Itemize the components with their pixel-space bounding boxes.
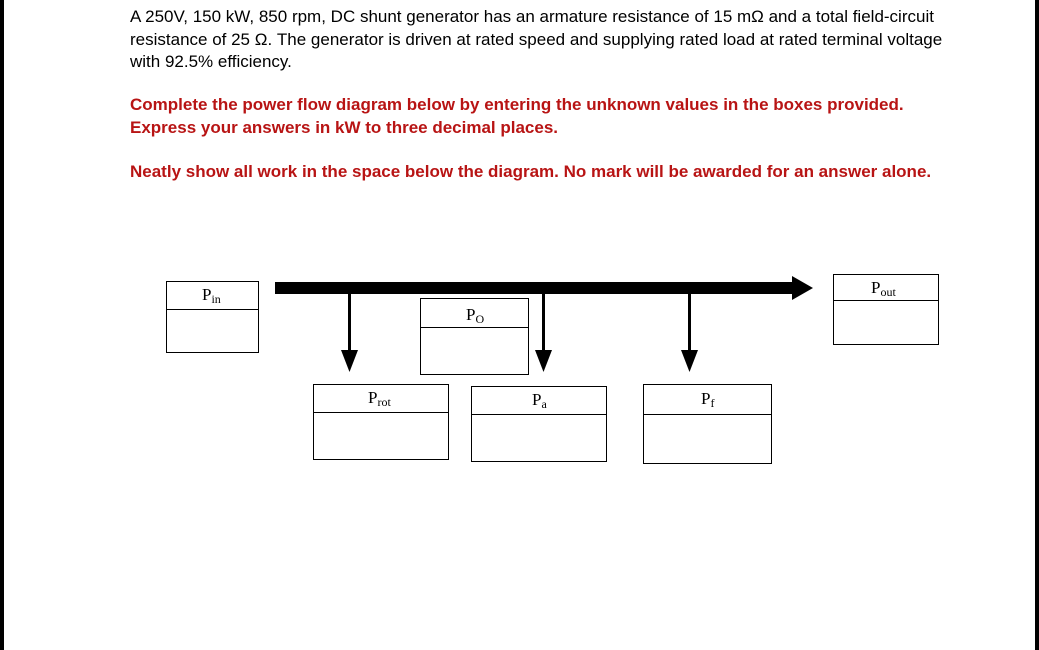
problem-statement: A 250V, 150 kW, 850 rpm, DC shunt generator has an armature resistance of 15 mΩ and a total field-circuit resistance of 25 Ω. The generator is driven at rated speed and supplying rated load at rated terminal voltage with 92.5% efficiency. [130, 7, 943, 71]
main-flow-arrowhead [792, 276, 813, 300]
instruction-show-work: Neatly show all work in the space below the diagram. No mark will be awarded for an answer alone. [130, 162, 932, 181]
pf-box [643, 384, 772, 464]
pf-branch-arrowhead [681, 350, 698, 372]
pa-branch-line [542, 288, 545, 350]
instruction-complete-diagram: Complete the power flow diagram below by entering the unknown values in the boxes provided. Express your answers in kW to three decimal places. [130, 95, 904, 137]
pf-branch-line [688, 288, 691, 350]
pa-label: $P_a$ [532, 390, 547, 411]
pa-branch-arrowhead [535, 350, 552, 372]
pin-box [166, 281, 259, 353]
pout-box [833, 274, 939, 345]
po-box [420, 298, 529, 375]
main-power-flow-bar [275, 282, 793, 294]
pf-label: $P_f$ [701, 389, 715, 410]
prot-box [313, 384, 449, 460]
prot-label: $P_{rot}$ [368, 388, 391, 409]
pout-label: $P_{out}$ [871, 278, 896, 299]
prot-branch-line [348, 288, 351, 350]
pa-box [471, 386, 607, 462]
prot-branch-arrowhead [341, 350, 358, 372]
po-label: $P_O$ [466, 305, 485, 326]
pin-label: $P_{in}$ [202, 285, 221, 306]
